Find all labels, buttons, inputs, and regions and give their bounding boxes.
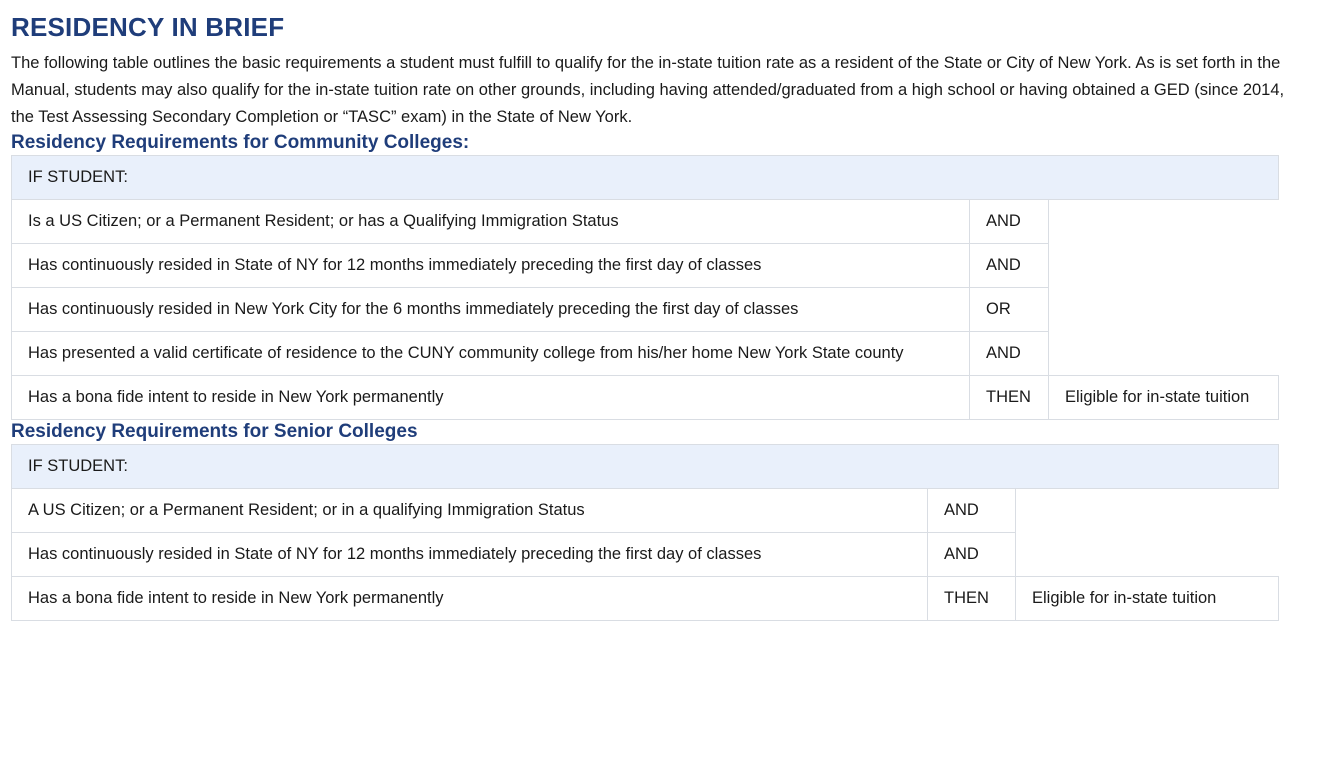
table-row <box>12 489 1279 533</box>
connector-cell: OR <box>970 288 1049 332</box>
table-header-row <box>12 445 1279 489</box>
connector-cell: AND <box>970 332 1049 376</box>
result-cell: Eligible for in-state tuition <box>1016 577 1279 621</box>
table-row <box>12 376 1279 420</box>
residency-page <box>11 10 1285 621</box>
condition-cell: Has continuously resided in State of NY for 12 months immediately preceding the first day of classes <box>12 244 970 288</box>
intro-paragraph: The following table outlines the basic requirements a student must fulfill to qualify for the in-state tuition rate as a resident of the State or City of New York. As is set forth in the Manual, students may also qualify for the in-state tuition rate on other grounds, including having attended/graduated from a high school or having obtained a GED (since 2014, the Test Assessing Secondary Completion or “TASC” exam) in the State of New York. <box>11 54 1285 126</box>
senior-colleges-table <box>11 444 1279 621</box>
table-header-cell: IF STUDENT: <box>12 445 1279 489</box>
empty-result-cell <box>1016 489 1279 577</box>
empty-result-cell <box>1049 200 1279 376</box>
connector-cell: AND <box>970 244 1049 288</box>
community-colleges-heading: Residency Requirements for Community Colleges: <box>11 132 470 153</box>
condition-cell: Has continuously resided in New York City for the 6 months immediately preceding the first day of classes <box>12 288 970 332</box>
condition-cell: Is a US Citizen; or a Permanent Resident; or has a Qualifying Immigration Status <box>12 200 970 244</box>
connector-cell: THEN <box>970 376 1049 420</box>
table-header-cell: IF STUDENT: <box>12 156 1279 200</box>
condition-cell: Has presented a valid certificate of residence to the CUNY community college from his/her home New York State county <box>12 332 970 376</box>
condition-cell: Has continuously resided in State of NY for 12 months immediately preceding the first day of classes <box>12 533 928 577</box>
community-colleges-table <box>11 155 1279 420</box>
table-row <box>12 577 1279 621</box>
connector-cell: THEN <box>928 577 1016 621</box>
result-cell: Eligible for in-state tuition <box>1049 376 1279 420</box>
connector-cell: AND <box>970 200 1049 244</box>
condition-cell: Has a bona fide intent to reside in New York permanently <box>12 376 970 420</box>
connector-cell: AND <box>928 489 1016 533</box>
condition-cell: Has a bona fide intent to reside in New York permanently <box>12 577 928 621</box>
condition-cell: A US Citizen; or a Permanent Resident; or in a qualifying Immigration Status <box>12 489 928 533</box>
table-header-row <box>12 156 1279 200</box>
senior-colleges-heading: Residency Requirements for Senior Colleges <box>11 421 418 442</box>
connector-cell: AND <box>928 533 1016 577</box>
page-title: RESIDENCY IN BRIEF <box>11 12 285 42</box>
table-row <box>12 200 1279 244</box>
